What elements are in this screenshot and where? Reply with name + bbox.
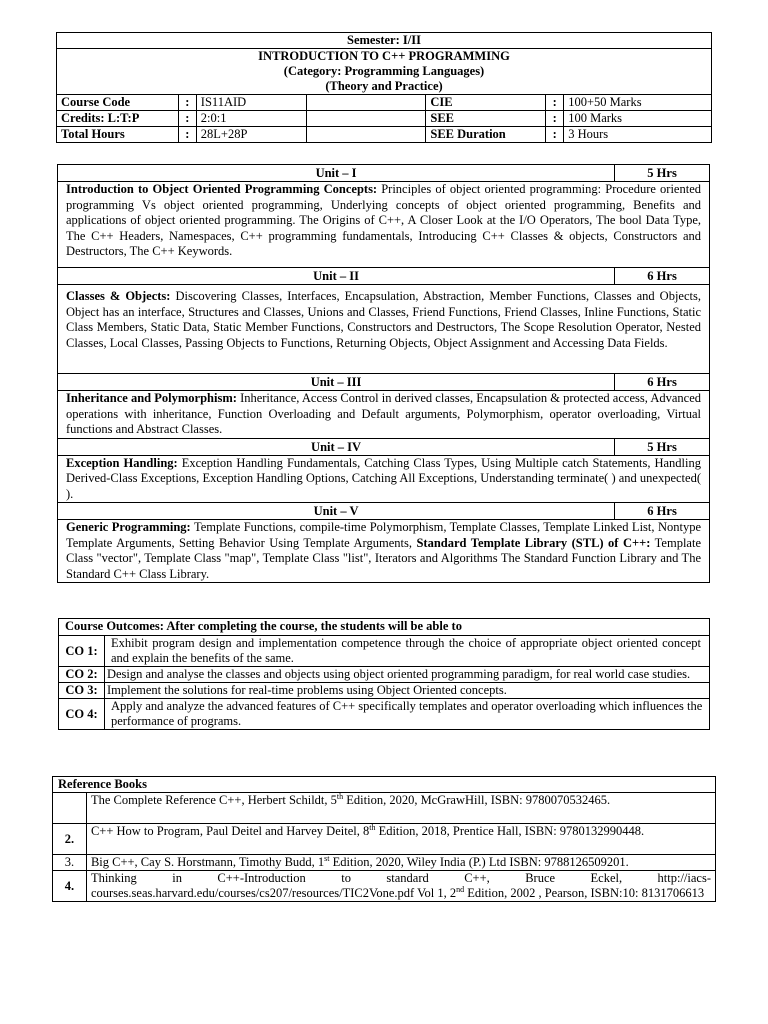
unit-header-row (58, 165, 710, 182)
colon: : (546, 111, 564, 127)
reference-row (53, 793, 716, 824)
outcome-label: CO 4: (59, 699, 105, 730)
unit-header-row (58, 503, 710, 520)
unit-topic-heading: Classes & Objects: (66, 289, 171, 303)
reference-text (86, 855, 715, 871)
see-label: SEE (426, 111, 546, 127)
unit-content (58, 455, 710, 503)
unit-header-row (58, 374, 710, 391)
reference-superscript: st (324, 853, 330, 863)
total-hours-value: 28L+28P (196, 127, 306, 143)
unit-content (58, 182, 710, 268)
see-duration-value: 3 Hours (564, 127, 712, 143)
reference-superscript: th (369, 822, 376, 832)
reference-number: 2. (53, 824, 87, 855)
reference-number: 3. (53, 855, 87, 871)
colon: : (546, 95, 564, 111)
cie-label: CIE (426, 95, 546, 111)
outcome-text: Design and analyse the classes and objects using object oriented programming paradigm, for real world case studies. (104, 667, 709, 683)
reference-text-part: The Complete Reference C++, Herbert Schildt, 5 (90, 793, 337, 807)
unit-hours: 6 Hrs (615, 503, 710, 520)
empty-cell (306, 95, 426, 111)
outcome-row (59, 699, 710, 730)
unit-hours: 6 Hrs (615, 374, 710, 391)
outcome-row (59, 667, 710, 683)
course-code-value: IS11AID (196, 95, 306, 111)
reference-row (53, 855, 716, 871)
course-info-row (57, 127, 712, 143)
unit-title: Unit – I (58, 165, 615, 182)
reference-row (53, 824, 716, 855)
unit-header-row (58, 438, 710, 455)
reference-text-part: Edition, 2018, Prentice Hall, ISBN: 9780132990448. (375, 824, 645, 838)
reference-superscript: nd (456, 884, 465, 894)
course-info-table (56, 32, 712, 143)
see-value: 100 Marks (564, 111, 712, 127)
unit-topic-text: Template Class "vector", Template Class "map", Template Class "list", Iterators and Algorithms The Standard Function Library and The Standard C++ Class Library. (66, 535, 701, 581)
outcome-label: CO 3: (59, 683, 105, 699)
reference-number: 4. (53, 871, 87, 902)
outcome-label: CO 1: (59, 636, 105, 667)
empty-cell (306, 111, 426, 127)
colon: : (178, 111, 196, 127)
see-duration-label: SEE Duration (426, 127, 546, 143)
reference-number (53, 793, 87, 824)
reference-text-part: C++ How to Program, Paul Deitel and Harvey Deitel, 8 (90, 824, 370, 838)
unit-topic-heading: Inheritance and Polymorphism: (66, 391, 237, 405)
reference-text-part: Edition, 2020, McGrawHill, ISBN: 9780070532465. (343, 793, 611, 807)
course-info-row (57, 95, 712, 111)
cie-value: 100+50 Marks (564, 95, 712, 111)
course-category: (Category: Programming Languages) (283, 64, 485, 78)
reference-books-table (52, 776, 716, 902)
outcome-row (59, 636, 710, 667)
credits-value: 2:0:1 (196, 111, 306, 127)
unit-topic-heading: Generic Programming: (66, 520, 191, 534)
unit-content-row (58, 391, 710, 439)
unit-hours: 6 Hrs (615, 268, 710, 285)
unit-content (58, 285, 710, 374)
unit-topic-text: Inheritance, Access Control in derived classes, Encapsulation & protected access, Advanced operations with inheritance, Function Overloading and Default arguments, Polymorphism, operator overloading, Virtual functions and Abstract Classes. (66, 391, 701, 436)
unit-topic-text: Principles of object oriented programming: Procedure oriented programming Vs object oriented programming, Underlying concepts of object oriented programming, Benefits and applications of object oriented programming. The Origins of C++, A Closer Look at the I/O Operators, The bool Data Type, The C++ Headers, Namespaces, C++ programming fundamentals, Introducing C++ Classes & objects, Constructors and Destructors, The C++ Keywords. (66, 182, 701, 258)
unit-header-row (58, 268, 710, 285)
course-title-block (57, 49, 712, 95)
outcome-label: CO 2: (59, 667, 105, 683)
unit-title: Unit – III (58, 374, 615, 391)
total-hours-label: Total Hours (57, 127, 179, 143)
unit-content-row (58, 182, 710, 268)
syllabus-units-table (57, 164, 710, 583)
unit-topic-text: Exception Handling Fundamentals, Catching Class Types, Using Multiple catch Statements, Handling Derived-Class Exceptions, Exception Handling Options, Catching All Exceptions, Understanding terminate( ) and unexpected( ). (66, 455, 701, 501)
reference-text (86, 824, 715, 855)
reference-superscript: th (336, 791, 344, 801)
course-code-label: Course Code (57, 95, 179, 111)
colon: : (178, 127, 196, 143)
unit-content-row (58, 285, 710, 374)
reference-text-part: Edition, 2020, Wiley India (P.) Ltd ISBN: 9788126509201. (329, 855, 629, 869)
unit-content-row (58, 455, 710, 503)
course-mode: (Theory and Practice) (325, 79, 443, 93)
outcome-row (59, 683, 710, 699)
unit-content (58, 391, 710, 439)
unit-title: Unit – V (58, 503, 615, 520)
credits-label: Credits: L:T:P (57, 111, 179, 127)
reference-text-part: Thinking in C++-Introduction to standard C++, Bruce Eckel, http://iacs-courses.seas.harvard.edu/courses/cs207/resources/TIC2Vone.pdf Vol 1, 2 (90, 871, 711, 900)
outcome-text: Exhibit program design and implementation competence through the choice of appropriate object oriented concept and explain the benefits of the same. (104, 636, 709, 667)
colon: : (178, 95, 196, 111)
reference-books-header: Reference Books (53, 777, 716, 793)
unit-topic-text: Template Functions, compile-time Polymorphism, Template Classes, Template Linked List, Nontype Template Arguments, Setting Behavior Using Template Arguments, (66, 520, 701, 550)
outcome-text: Implement the solutions for real-time problems using Object Oriented concepts. (104, 683, 709, 699)
reference-row (53, 871, 716, 902)
semester-label: Semester: I/II (57, 33, 712, 49)
course-outcomes-table (58, 618, 710, 730)
unit-title: Unit – II (58, 268, 615, 285)
unit-hours: 5 Hrs (615, 438, 710, 455)
colon: : (546, 127, 564, 143)
outcome-text: Apply and analyze the advanced features of C++ specifically templates and operator overloading which influences the performance of programs. (104, 699, 709, 730)
unit-topic-heading: Standard Template Library (STL) of C++: (416, 535, 651, 550)
unit-topic-heading: Exception Handling: (66, 455, 178, 470)
unit-topic-text: Discovering Classes, Interfaces, Encapsulation, Abstraction, Member Functions, Classes and Objects, Object has an interface, Structures and Classes, Unions and Classes, Friend Functions, Friend Classes, Inline Functions, Static Class Members, Static Data, Static Member Functions, Constructors and Destructors, The Scope Resolution Operator, Nested Classes, Local Classes, Passing Objects to Functions, Returning Objects, Object Assignment and Accessing Data Fields. (66, 289, 701, 350)
unit-title: Unit – IV (58, 438, 615, 455)
reference-text (86, 871, 715, 902)
reference-text (86, 793, 715, 824)
unit-content (58, 520, 710, 583)
reference-text-part: Big C++, Cay S. Horstmann, Timothy Budd, 1 (90, 855, 325, 869)
course-info-row (57, 111, 712, 127)
unit-topic-heading: Introduction to Object Oriented Programming Concepts: (66, 182, 378, 196)
empty-cell (306, 127, 426, 143)
course-title: INTRODUCTION TO C++ PROGRAMMING (258, 49, 510, 63)
unit-hours: 5 Hrs (615, 165, 710, 182)
reference-text-part: Edition, 2002 , Pearson, ISBN:10: 8131706613 (464, 886, 705, 900)
course-outcomes-header: Course Outcomes: After completing the course, the students will be able to (59, 619, 710, 636)
unit-content-row (58, 520, 710, 583)
